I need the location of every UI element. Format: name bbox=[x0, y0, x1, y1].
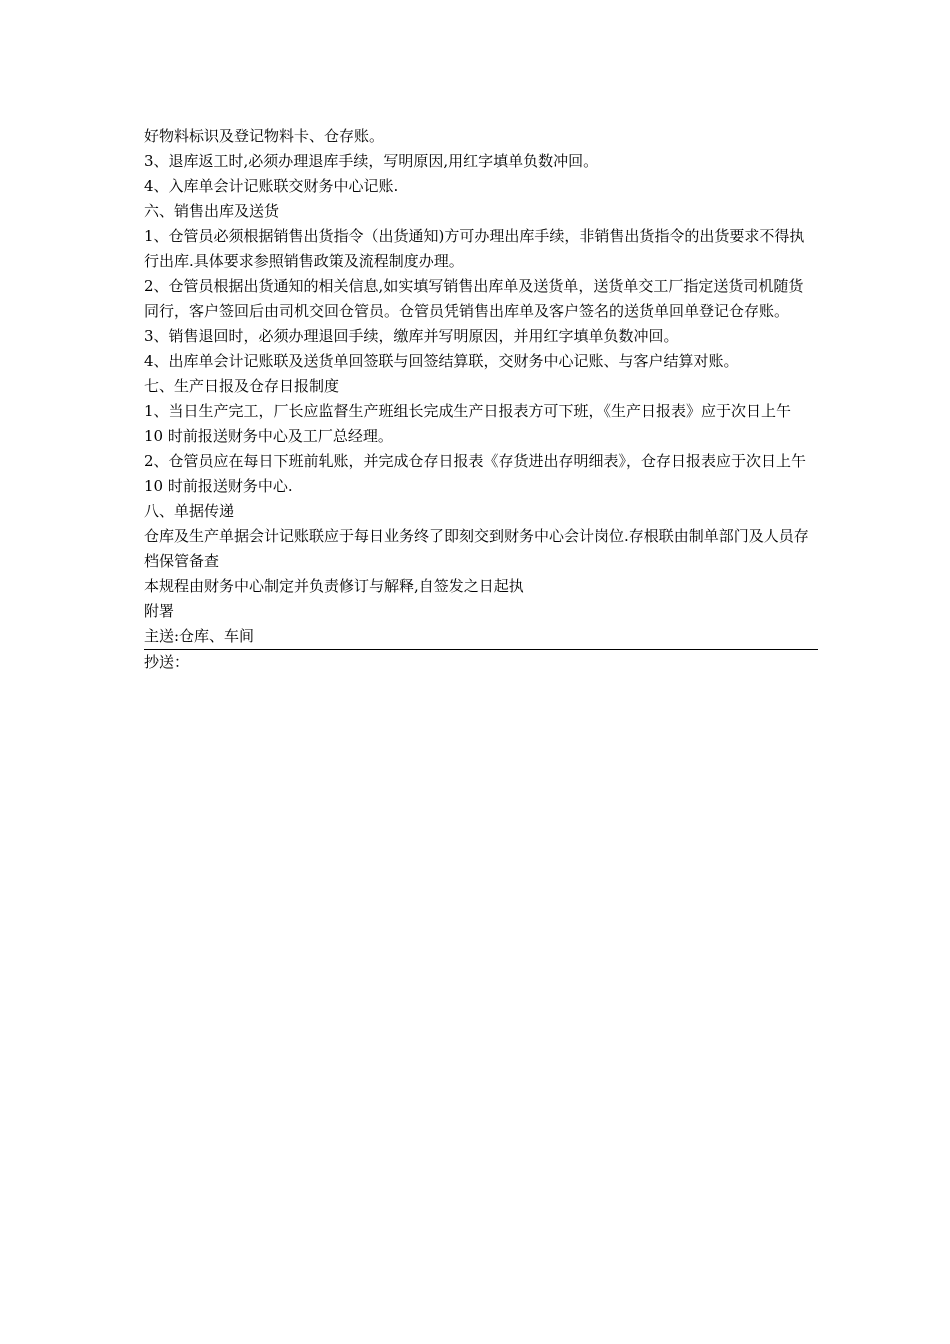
section-heading-6: 六、销售出库及送货 bbox=[144, 202, 280, 220]
paragraph-2: 3、退库返工时,必须办理退库手续，写明原因,用红字填单负数冲回。 bbox=[144, 152, 599, 170]
paragraph-7: 3、销售退回时，必须办理退回手续，缴库并写明原因，并用红字填单负数冲回。 bbox=[144, 327, 679, 345]
paragraph-6: 2、仓管员根据出货通知的相关信息,如实填写销售出库单及送货单，送货单交工厂指定送货司机随货同行，客户签回后由司机交回仓管员。仓管员凭销售出库单及客户签名的送货单回单登记仓存账。 bbox=[144, 277, 804, 320]
document-body bbox=[144, 124, 814, 675]
paragraph-10: 1、当日生产完工，厂长应监督生产班组长完成生产日报表方可下班，《生产日报表》应于次日上午 10 时前报送财务中心及工厂总经理。 bbox=[144, 402, 792, 445]
paragraph-11: 2、仓管员应在每日下班前轧账，并完成仓存日报表《存货进出存明细表》，仓存日报表应于次日上午 10 时前报送财务中心. bbox=[144, 452, 807, 495]
section-heading-7: 七、生产日报及仓存日报制度 bbox=[144, 377, 340, 395]
paragraph-1: 好物料标识及登记物料卡、仓存账。 bbox=[144, 127, 385, 145]
paragraph-attached: 附署 bbox=[144, 602, 175, 620]
paragraph-8: 4、出库单会计记账联及送货单回签联与回签结算联，交财务中心记账、与客户结算对账。 bbox=[144, 352, 739, 370]
paragraph-5: 1、仓管员必须根据销售出货指令（出货通知)方可办理出库手续，非销售出货指令的出货要求不得执行出库.具体要求参照销售政策及流程制度办理。 bbox=[144, 227, 805, 270]
paragraph-14: 本规程由财务中心制定并负责修订与解释,自签发之日起执 bbox=[144, 577, 524, 595]
paragraph-13: 仓库及生产单据会计记账联应于每日业务终了即刻交到财务中心会计岗位.存根联由制单部门及人员存档保管备查 bbox=[144, 527, 809, 570]
distribution-main: 主送:仓库、车间 bbox=[144, 624, 818, 650]
section-heading-8: 八、单据传递 bbox=[144, 502, 235, 520]
paragraph-3: 4、入库单会计记账联交财务中心记账. bbox=[144, 177, 399, 195]
distribution-cc: 抄送： bbox=[144, 653, 190, 671]
